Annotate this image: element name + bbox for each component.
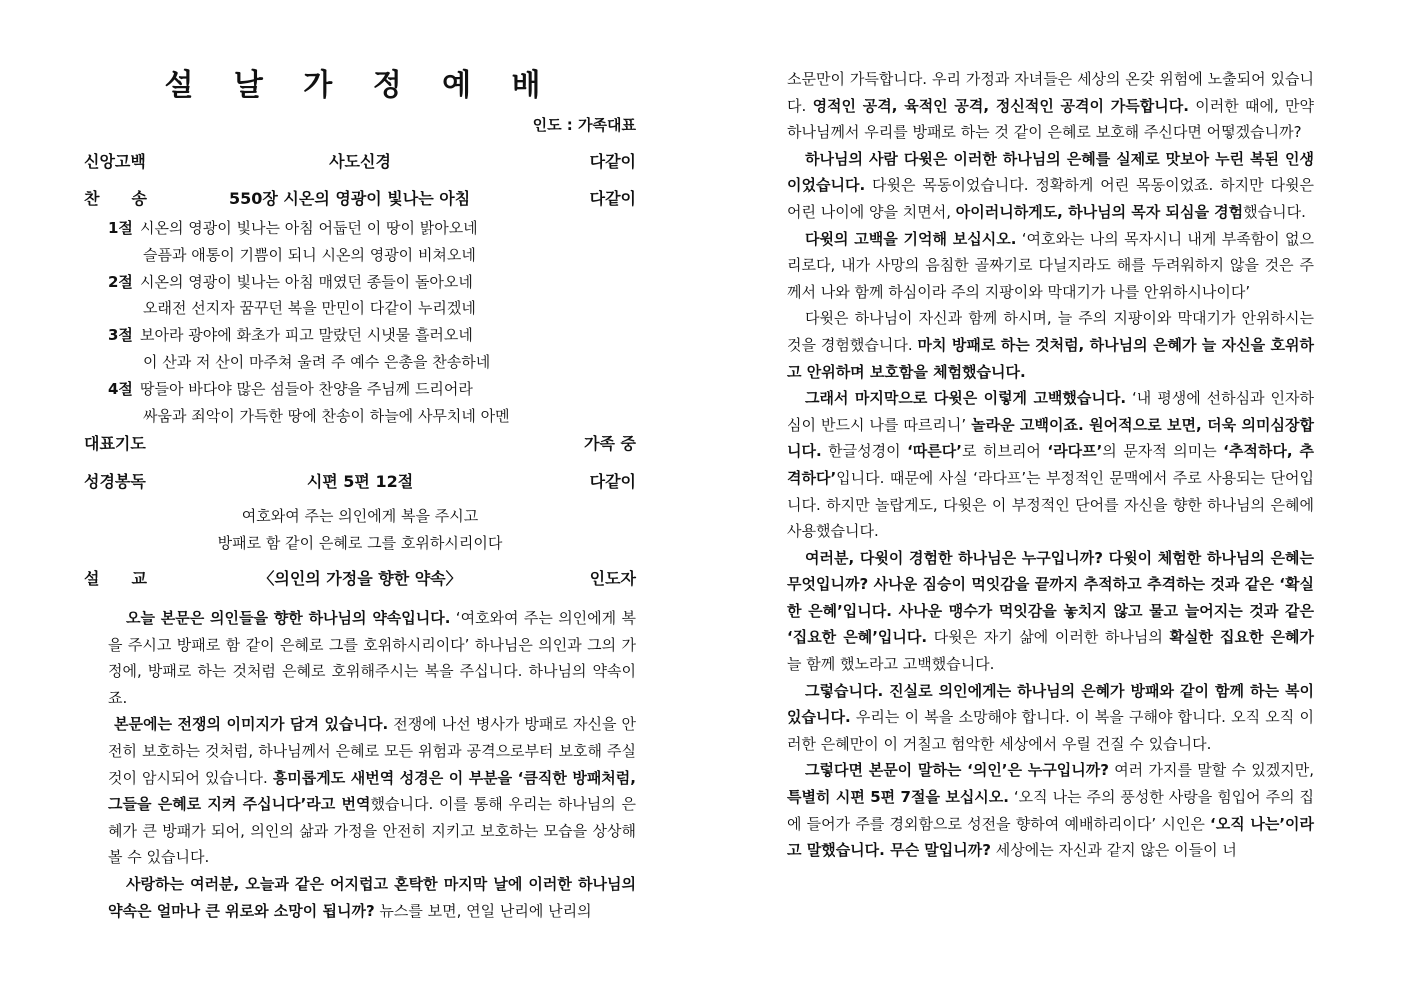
bold-text: 흥미롭게도 새번역 성경은 이 부분을 ‘큼직한 방패처럼, 그들을 은혜로 지켜 주십니다’라고 번역 xyxy=(108,768,636,814)
bold-text: 그렇습니다. 진실로 의인에게는 하나님의 은혜가 방패와 같이 함께 하는 복이 있습니다. xyxy=(787,681,1314,727)
bold-text: 영적인 공격, 육적인 공격, 정신적인 공격이 가득합니다. xyxy=(812,96,1189,115)
scripture-line: 방패로 함 같이 은혜로 그를 호위하시리이다 xyxy=(217,533,503,552)
bold-text: 다윗의 고백을 기억해 보십시오. xyxy=(805,229,1017,248)
order-label: 성경봉독 xyxy=(84,472,146,491)
paragraph xyxy=(787,385,1314,545)
paragraph xyxy=(787,757,1314,863)
order-content: 사도신경 xyxy=(329,152,391,171)
bold-text: 아이러니하게도, 하나님의 목자 되심을 경험 xyxy=(955,202,1244,221)
order-who: 다같이 xyxy=(589,152,636,171)
verse-line: 보아라 광야에 화초가 피고 말랐던 시냇물 흘러오네 xyxy=(140,326,473,345)
verse-number: 4절 xyxy=(108,379,133,398)
verse-number: 3절 xyxy=(108,326,133,345)
order-who: 다같이 xyxy=(589,472,636,491)
sermon-body-left xyxy=(108,605,636,924)
verse-line: 시온의 영광이 빛나는 아침 어둡던 이 땅이 밝아오네 xyxy=(140,219,478,237)
order-who: 인도자 xyxy=(589,569,636,588)
text: ‘여호와는 나의 목자시니 내게 부족함이 없으리로다, 내가 사망의 음침한 골짜기로 다닐지라도 해를 두려워하지 않을 것은 주께서 나와 함께 하심이라 주의 지팡이와 막대기가 나를 안위하시나이다’ xyxy=(787,229,1314,301)
worship-leader: 인도 : 가족대표 xyxy=(532,116,636,134)
paragraph xyxy=(787,226,1314,306)
text: 세상에는 자신과 같지 않은 이들이 너 xyxy=(990,841,1237,860)
text: ‘오직 나는 주의 풍성한 사랑을 힘입어 주의 집에 들어가 주를 경외함으로 성전을 향하여 예배하리이다’ 시인은 xyxy=(787,788,1314,833)
text: 소문만이 가득합니다. 우리 가정과 자녀들은 세상의 온갖 위험에 노출되어 있습니다. xyxy=(787,70,1314,115)
order-label: 대표기도 xyxy=(84,434,146,453)
sermon-body-right xyxy=(787,66,1314,864)
hymn-verse-4 xyxy=(108,376,628,430)
paragraph xyxy=(108,711,636,871)
order-content: 시편 5편 12절 xyxy=(306,472,414,491)
text: 로 히브리어 xyxy=(961,442,1048,461)
paragraph xyxy=(787,305,1314,385)
bold-text: 본문에는 전쟁의 이미지가 담겨 있습니다. xyxy=(114,715,389,734)
text: 뉴스를 보면, 연일 난리에 난리의 xyxy=(374,901,592,920)
bold-text: ‘따른다’ xyxy=(907,442,962,461)
hymn-verse-1 xyxy=(108,215,628,269)
sermon-title: 〈의인의 가정을 향한 약속〉 xyxy=(258,569,462,588)
page-title: 설 날 가 정 예 배 xyxy=(164,68,556,103)
bold-text: 오늘 본문은 의인들을 향한 하나님의 약속입니다. xyxy=(126,609,451,627)
bold-text: 확실한 집요한 은혜가 xyxy=(1169,628,1314,647)
verse-line: 슬픔과 애통이 기쁨이 되니 시온의 영광이 비쳐오네 xyxy=(143,245,476,264)
bold-text: ‘라다프’ xyxy=(1047,442,1103,461)
scripture-line: 여호와여 주는 의인에게 복을 주시고 xyxy=(241,507,479,525)
text: 다윗은 하나님이 자신과 함께 하시며, 늘 주의 지팡이와 막대기가 안위하시는 것을 경험했습니다. xyxy=(787,309,1314,354)
bold-text: 특별히 시편 5편 7절을 보십시오. xyxy=(787,788,1009,807)
text: 입니다. 때문에 사실 ‘라다프’는 부정적인 문맥에서 주로 사용되는 단어입니다. 하지만 놀랍게도, 다윗은 이 부정적인 단어를 자신을 향한 하나님의 은혜에 사용했습니다. xyxy=(787,468,1314,541)
order-label: 찬 송 xyxy=(84,189,147,208)
order-reading xyxy=(84,469,636,495)
text: 다윗은 자기 삶에 이러한 하나님의 xyxy=(927,628,1170,647)
hymn-verse-3 xyxy=(108,322,628,376)
text: 여러 가지를 말할 수 있겠지만, xyxy=(1108,761,1314,780)
text: 한글성경이 xyxy=(821,442,908,461)
hymn-verse-2 xyxy=(108,269,628,323)
verse-number: 1절 xyxy=(108,219,133,237)
scripture-text xyxy=(84,503,636,556)
hymn-lyrics xyxy=(108,215,628,429)
paragraph xyxy=(108,605,636,711)
order-creed xyxy=(84,149,636,175)
verse-line: 이 산과 저 산이 마주쳐 울려 주 예수 은총을 찬송하네 xyxy=(143,352,491,371)
paragraph xyxy=(108,871,636,924)
bold-text: 놀라운 고백이죠. 원어적으로 보면, 더욱 의미심장합니다. xyxy=(787,415,1314,461)
verse-number: 2절 xyxy=(108,272,133,291)
bold-text: 하나님의 사람 다윗은 이러한 하나님의 은혜를 실제로 맛보아 누린 복된 인생이었습니다. xyxy=(787,149,1314,195)
text: 우리는 이 복을 소망해야 합니다. 이 복을 구해야 합니다. 오직 오직 이러한 은혜만이 이 거칠고 험악한 세상에서 우릴 건질 수 있습니다. xyxy=(787,708,1314,753)
verse-line: 싸움과 죄악이 가득한 땅에 찬송이 하늘에 사무치네 아멘 xyxy=(143,406,510,425)
paragraph xyxy=(787,146,1314,226)
order-sermon xyxy=(84,566,636,592)
order-who: 다같이 xyxy=(589,189,636,208)
order-who: 가족 중 xyxy=(584,434,636,453)
bold-text: 여러분, 다윗이 경험한 하나님은 누구입니까? 다윗이 체험한 하나님의 은혜는 무엇입니까? 사나운 짐승이 먹잇감을 끝까지 추적하고 추격하는 것과 같은 ‘확실한 은혜’입니다. 사나운 맹수가 먹잇감을 놓치지 않고 물고 늘어지는 것과 같은 ‘집요한 은혜’입니다. xyxy=(787,548,1314,647)
order-prayer xyxy=(84,431,636,457)
verse-line: 오래전 선지자 꿈꾸던 복을 만민이 다같이 누리겠네 xyxy=(143,299,476,318)
order-label: 신앙고백 xyxy=(84,152,146,171)
verse-line: 땅들아 바다야 많은 섬들아 찬양을 주님께 드리어라 xyxy=(140,379,473,398)
text: 늘 함께 했노라고 고백했습니다. xyxy=(787,655,995,674)
bold-text: 그렇다면 본문이 말하는 ‘의인’은 누구입니까? xyxy=(805,761,1109,780)
bold-text: 사랑하는 여러분, 오늘과 같은 어지럽고 혼탁한 마지막 날에 이러한 하나님의 약속은 얼마나 큰 위로와 소망이 됩니까? xyxy=(108,874,636,920)
text: 했습니다. 이를 통해 우리는 하나님의 은혜가 큰 방패가 되어, 의인의 삶과 가정을 안전히 지키고 보호하는 모습을 상상해볼 수 있습니다. xyxy=(108,795,636,867)
text: 다윗은 목동이었습니다. 정확하게 어린 목동이었죠. 하지만 다윗은 어린 나이에 양을 치면서, xyxy=(787,176,1314,221)
bold-text: 마치 방패로 하는 것처럼, 하나님의 은혜가 늘 자신을 호위하고 안위하며 보호함을 체험했습니다. xyxy=(787,335,1314,381)
text: 의 문자적 의미는 xyxy=(1102,442,1224,461)
text: ‘여호와여 주는 의인에게 복을 주시고 방패로 함 같이 은혜로 그를 호위하시리이다’ 하나님은 의인과 그의 가정에, 방패로 하는 것처럼 은혜로 호위해주시는 복을 주십니다. 하나님의 약속이죠. xyxy=(108,609,636,707)
paragraph xyxy=(787,678,1314,758)
verse-line: 시온의 영광이 빛나는 아침 매였던 종들이 돌아오네 xyxy=(140,272,473,291)
text: ‘내 평생에 선하심과 인자하심이 반드시 나를 따르리니’ xyxy=(787,389,1314,434)
bold-text: ‘오직 나는’이라고 말했습니다. 무슨 말입니까? xyxy=(787,814,1315,860)
text: 했습니다. xyxy=(1243,202,1306,221)
paragraph xyxy=(787,545,1314,678)
text: 전쟁에 나선 병사가 방패로 자신을 안전히 보호하는 것처럼, 하나님께서 은혜로 모든 위험과 공격으로부터 보호해 주실 것이 암시되어 있습니다. xyxy=(108,715,636,787)
order-label: 설 교 xyxy=(84,569,147,588)
bold-text: 그래서 마지막으로 다윗은 이렇게 고백했습니다. xyxy=(805,389,1127,408)
order-hymn xyxy=(84,186,636,212)
bold-text: ‘추적하다, 추격하다’ xyxy=(787,442,1314,487)
paragraph xyxy=(787,66,1314,146)
order-content: 550장 시온의 영광이 빛나는 아침 xyxy=(229,189,471,208)
text: 이러한 때에, 만약 하나님께서 우리를 방패로 하는 것 같이 은혜로 보호해 주신다면 어떻겠습니까? xyxy=(787,96,1314,142)
